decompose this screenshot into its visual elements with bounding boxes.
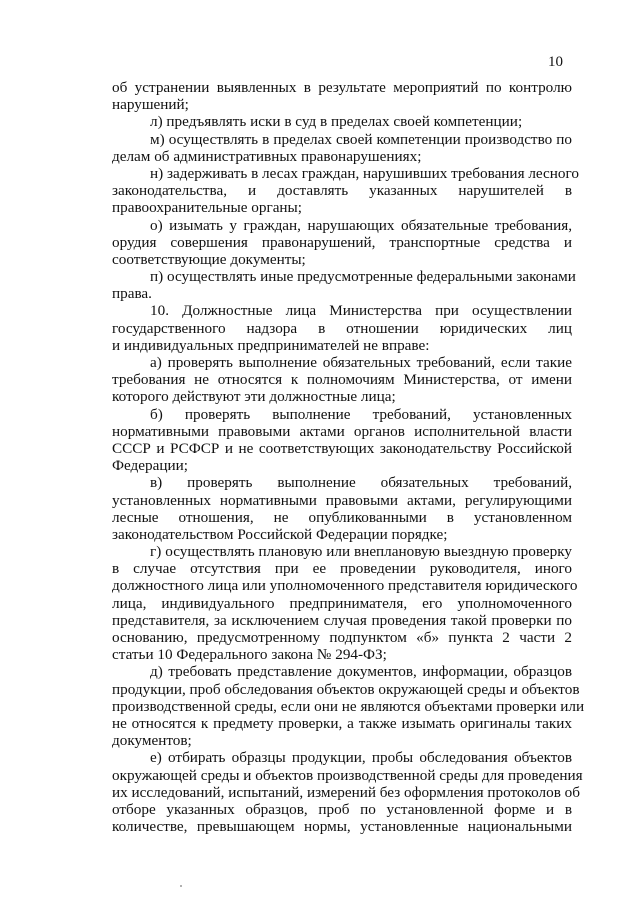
text-line: нарушений; <box>112 96 189 114</box>
text-line: отборе указанных образцов, проб по установленной форме и в <box>112 800 572 818</box>
text-line: которого действуют эти должностные лица; <box>112 388 396 406</box>
text-line: м) осуществлять в пределах своей компетенции производство по <box>150 130 572 148</box>
text-line: права. <box>112 285 152 303</box>
text-line: количестве, превышающем нормы, установленные национальными <box>112 818 572 836</box>
text-line: нормативными правовыми актами органов исполнительной власти <box>112 422 572 440</box>
text-line: не относятся к предмету проверки, а также изымать оригиналы таких <box>112 714 572 732</box>
text-line: 10. Должностные лица Министерства при осуществлении <box>150 302 572 320</box>
text-line: п) осуществлять иные предусмотренные федеральными законами <box>150 268 576 286</box>
text-line: установленных нормативными правовыми актами, регулирующими <box>112 491 572 509</box>
text-line: их исследований, испытаний, измерений без оформления протоколов об <box>112 783 580 801</box>
text-line: и индивидуальных предпринимателей не вправе: <box>112 336 430 354</box>
text-line: должностного лица или уполномоченного представителя юридического <box>112 577 578 595</box>
text-line: а) проверять выполнение обязательных требований, если такие <box>150 354 572 371</box>
text-line: орудия совершения правонарушений, транспортные средства и <box>112 233 572 251</box>
text-line: государственного надзора в отношении юридических лиц <box>112 319 572 337</box>
text-line: о) изымать у граждан, нарушающих обязательные требования, <box>150 216 572 234</box>
text-line: д) требовать представление документов, информации, образцов <box>150 663 572 681</box>
scan-speck <box>180 885 182 887</box>
text-line: Федерации; <box>112 457 188 475</box>
text-line: законодательством Российской Федерации порядке; <box>112 525 448 543</box>
text-line: б) проверять выполнение требований, установленных <box>150 405 572 423</box>
body-text <box>112 79 585 836</box>
text-line: СССР и РСФСР и не соответствующих законодательству Российской <box>112 439 572 457</box>
text-line: статьи 10 Федерального закона № 294-ФЗ; <box>112 646 387 664</box>
page-number: 10 <box>548 54 563 70</box>
text-line: н) задерживать в лесах граждан, нарушивших требования лесного <box>150 164 579 182</box>
text-line: лесные отношения, не опубликованными в установленном <box>112 508 572 526</box>
text-line: документов; <box>112 732 192 750</box>
text-line: соответствующие документы; <box>112 250 306 268</box>
text-line: представителя, за исключением случая проведения такой проверки по <box>112 611 572 629</box>
text-line: правоохранительные органы; <box>112 199 302 217</box>
text-line: продукции, проб обследования объектов окружающей среды и объектов <box>112 680 580 698</box>
text-line: г) осуществлять плановую или внеплановую выездную проверку <box>150 543 572 561</box>
text-line: об устранении выявленных в результате мероприятий по контролю <box>112 79 572 96</box>
text-line: делам об административных правонарушениях; <box>112 147 422 165</box>
text-line: в случае отсутствия при ее проведении руководителя, иного <box>112 560 572 578</box>
text-line: окружающей среды и объектов производственной среды для проведения <box>112 766 583 784</box>
text-line: производственной среды, если они не являются объектами проверки или <box>112 697 585 715</box>
text-line: лица, индивидуального предпринимателя, его уполномоченного <box>112 594 572 612</box>
text-line: законодательства, и доставлять указанных нарушителей в <box>112 182 572 200</box>
text-line: в) проверять выполнение обязательных требований, <box>150 474 572 492</box>
text-line: е) отбирать образцы продукции, пробы обследования объектов <box>150 749 572 767</box>
text-line: л) предъявлять иски в суд в пределах своей компетенции; <box>150 113 523 131</box>
text-line: требования не относятся к полномочиям Министерства, от имени <box>112 371 572 389</box>
text-line: основанию, предусмотренному подпунктом «б» пункта 2 части 2 <box>112 629 572 646</box>
